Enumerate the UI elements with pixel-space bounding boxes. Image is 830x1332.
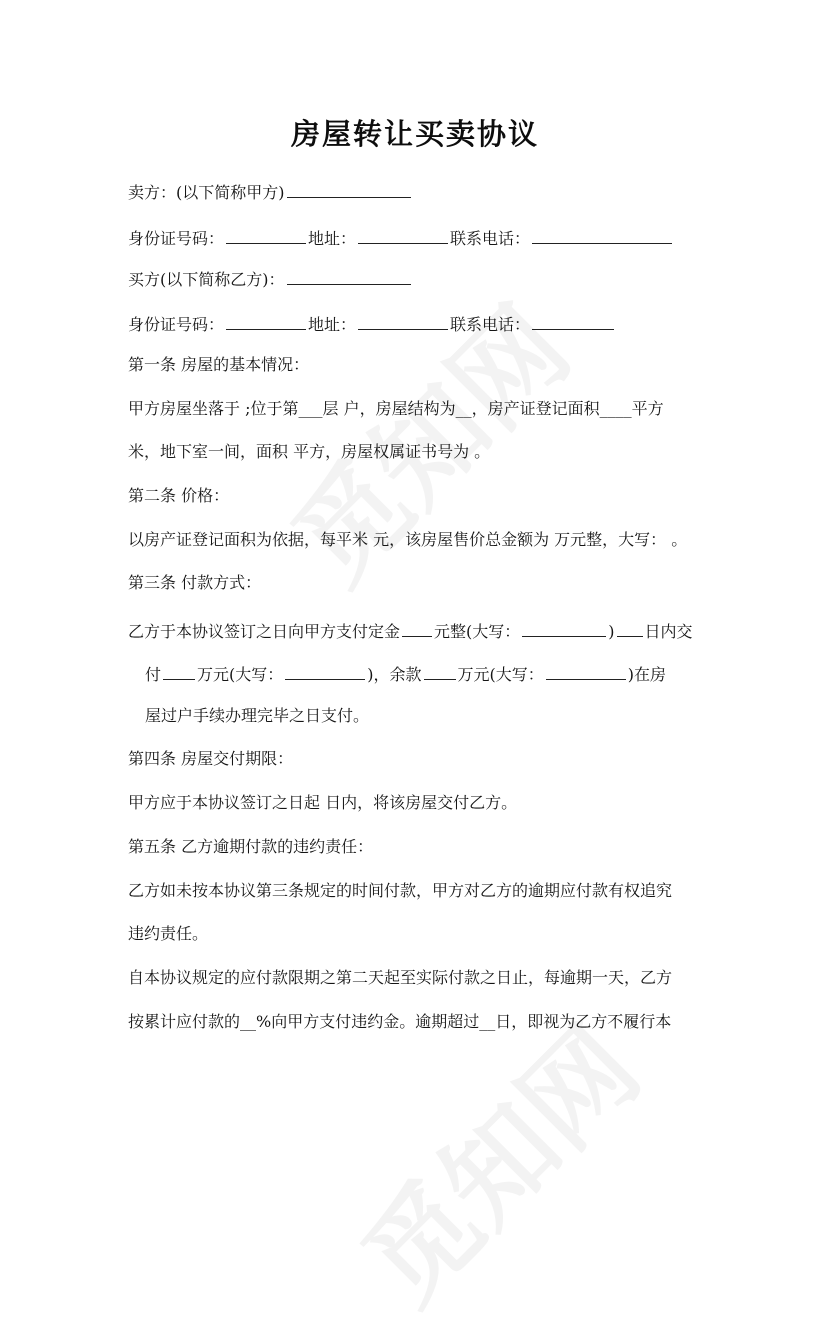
buyer-label: 买方(以下简称乙方)： — [128, 270, 285, 289]
seller-name-blank — [287, 180, 411, 198]
article5-line3: 自本协议规定的应付款限期之第二天起至实际付款之日止，每逾期一天，乙方 — [128, 968, 673, 987]
article3-line2-text-a: 付 — [145, 665, 162, 684]
article3-line2-text-c: )，余款 — [367, 665, 422, 684]
buyer-address-label: 地址： — [308, 315, 357, 334]
deposit-words-blank — [522, 619, 606, 637]
seller-info-line — [128, 226, 674, 250]
article1-line1: 甲方房屋坐落于 ;位于第___层 户，房屋结构为__，房产证登记面积____平方 — [128, 399, 664, 418]
article3-line1-text-a: 乙方于本协议签订之日向甲方支付定金 — [128, 622, 401, 641]
article5-heading: 第五条 乙方逾期付款的违约责任： — [128, 837, 374, 856]
seller-address-label: 地址： — [308, 229, 357, 248]
article3-line1-text-c: ) — [608, 622, 615, 641]
article3-line2-text-d: 万元(大写： — [457, 665, 544, 684]
document-title: 房屋转让买卖协议 — [290, 117, 539, 151]
buyer-id-blank — [226, 312, 306, 330]
seller-phone-blank — [532, 226, 672, 244]
buyer-info-line — [128, 312, 616, 336]
article1-line2: 米，地下室一间，面积 平方，房屋权属证书号为 。 — [128, 442, 491, 461]
deposit-amount-blank — [402, 619, 432, 637]
article2-heading: 第二条 价格： — [128, 486, 230, 505]
watermark-lower — [322, 986, 667, 1331]
balance-words-blank — [546, 662, 626, 680]
article4-heading: 第四条 房屋交付期限： — [128, 749, 294, 768]
article2-line1: 以房产证登记面积为依据，每平米 元，该房屋售价总金额为 万元整，大写： 。 — [128, 530, 688, 549]
seller-address-blank — [358, 226, 448, 244]
buyer-name-blank — [287, 267, 411, 285]
seller-phone-label: 联系电话： — [450, 229, 531, 248]
article3-line3: 屋过户手续办理完毕之日支付。 — [145, 706, 370, 725]
seller-id-label: 身份证号码： — [128, 229, 225, 248]
buyer-id-label: 身份证号码： — [128, 315, 225, 334]
article3-line1 — [128, 619, 693, 643]
payment-amount-blank — [163, 662, 195, 680]
buyer-phone-blank — [532, 312, 614, 330]
article5-line4: 按累计应付款的__%向甲方支付违约金。逾期超过__日，即视为乙方不履行本 — [128, 1012, 672, 1031]
buyer-address-blank — [358, 312, 448, 330]
buyer-line — [128, 267, 413, 291]
seller-label: 卖方：(以下简称甲方) — [128, 183, 285, 202]
article3-line2 — [145, 662, 666, 686]
article3-line2-text-e: )在房 — [627, 665, 667, 684]
article1-heading: 第一条 房屋的基本情况： — [128, 355, 310, 374]
days-blank — [617, 619, 643, 637]
article3-line1-text-d: 日内交 — [644, 622, 693, 641]
article4-line1: 甲方应于本协议签订之日起 日内，将该房屋交付乙方。 — [128, 793, 518, 812]
balance-amount-blank — [424, 662, 456, 680]
article5-line2: 违约责任。 — [128, 924, 209, 943]
seller-id-blank — [226, 226, 306, 244]
article3-line1-text-b: 元整(大写： — [434, 622, 521, 641]
payment-words-blank — [285, 662, 365, 680]
article3-line2-text-b: 万元(大写： — [197, 665, 284, 684]
seller-line — [128, 180, 413, 204]
buyer-phone-label: 联系电话： — [450, 315, 531, 334]
article3-heading: 第三条 付款方式： — [128, 573, 262, 592]
article5-line1: 乙方如未按本协议第三条规定的时间付款，甲方对乙方的逾期应付款有权追究 — [128, 881, 673, 900]
